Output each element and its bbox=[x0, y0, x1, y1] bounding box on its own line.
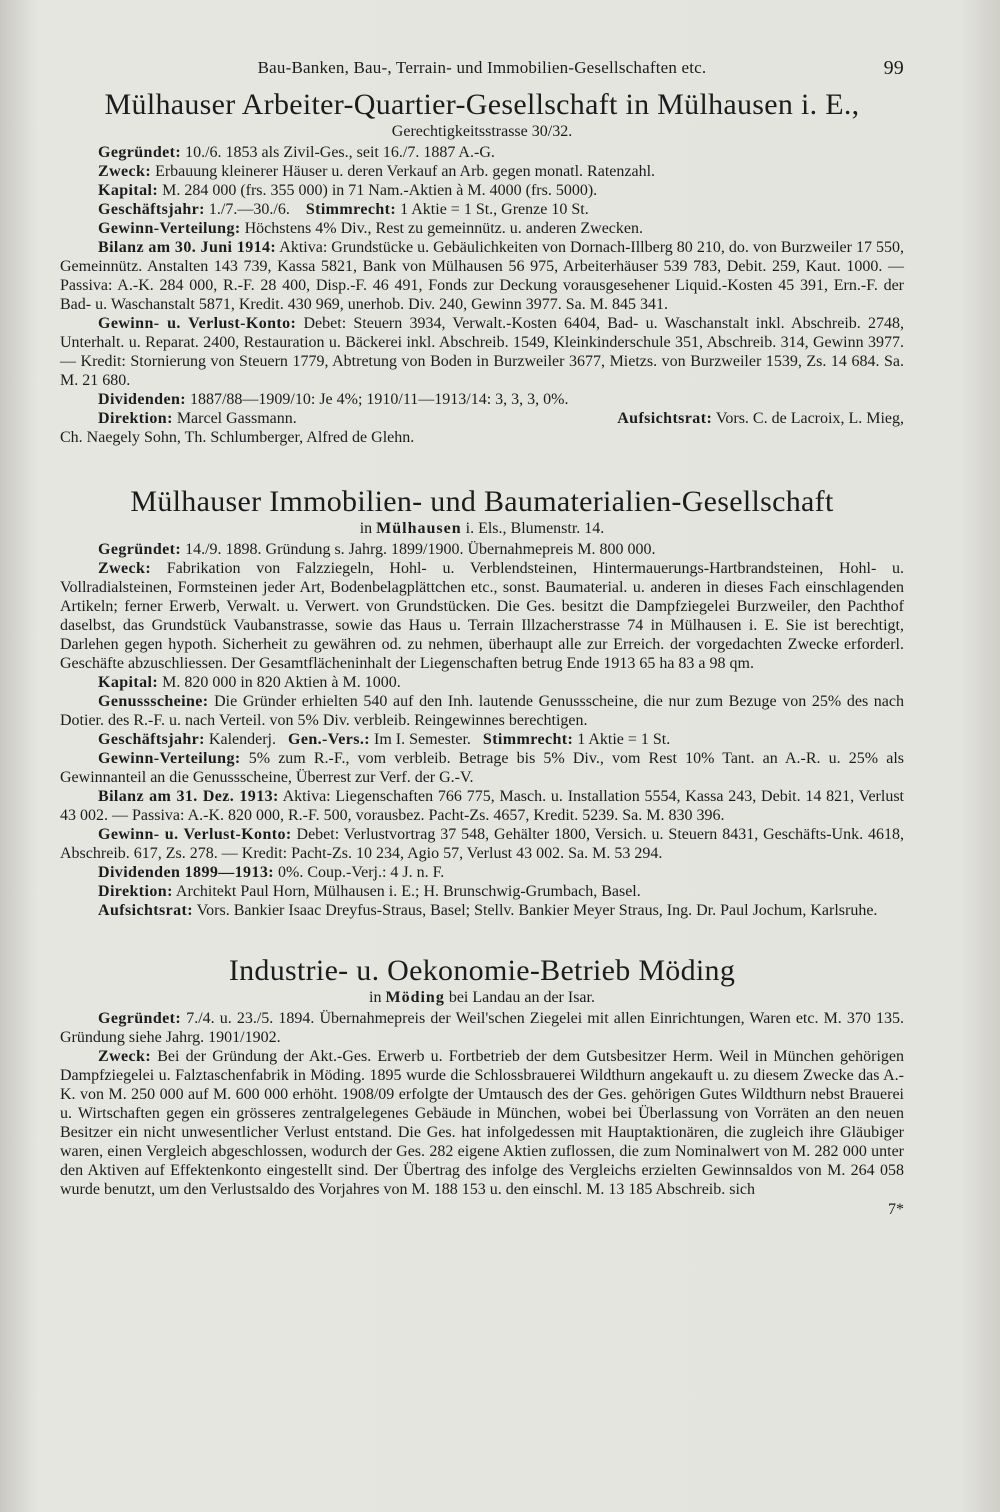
c1-zweck bbox=[60, 162, 904, 181]
place-name: Möding bbox=[385, 989, 445, 1006]
label: Direktion: bbox=[98, 883, 173, 900]
label: Genussscheine: bbox=[98, 693, 209, 710]
company-3-body bbox=[60, 1009, 904, 1199]
label: Dividenden 1899—1913: bbox=[98, 864, 274, 881]
c2-zweck bbox=[60, 559, 904, 673]
label: Gewinn-Verteilung: bbox=[98, 220, 241, 237]
company-3-location bbox=[60, 988, 904, 1007]
place-name: Mülhausen bbox=[376, 520, 462, 537]
label: Bilanz am 30. Juni 1914: bbox=[98, 239, 277, 256]
label: Gen.-Vers.: bbox=[288, 731, 371, 748]
company-2-location bbox=[60, 519, 904, 538]
company-2-title: Mülhauser Immobilien- und Baumaterialien-Gesellschaft bbox=[130, 485, 834, 518]
company-entry-1 bbox=[60, 88, 904, 447]
text: 1 Aktie = 1 St. bbox=[573, 731, 671, 748]
text: M. 820 000 in 820 Aktien à M. 1000. bbox=[158, 674, 401, 691]
text: in bbox=[359, 520, 377, 537]
label: Bilanz am 31. Dez. 1913: bbox=[98, 788, 279, 805]
label: Stimmrecht: bbox=[305, 201, 397, 218]
company-1-title: Mülhauser Arbeiter-Quartier-Gesellschaft in Mülhausen i. E., bbox=[104, 88, 860, 121]
text: in bbox=[369, 989, 386, 1006]
text: i. Els., Blumenstr. 14. bbox=[461, 520, 605, 537]
label: Aufsichtsrat: bbox=[98, 902, 193, 919]
label: Zweck: bbox=[98, 163, 152, 180]
text: Kalenderj. bbox=[204, 731, 276, 748]
text: 5% zum R.-F., vom verbleib. Betrage bis 5% Div., vom Rest 10% Tant. an A.-R. u. 25% als Gewinnanteil an die Genussscheine, Überrest zur Verf. der G.-V. bbox=[60, 750, 904, 786]
c1-gewinn-verteilung bbox=[60, 219, 904, 238]
text: Marcel Gassmann. bbox=[172, 410, 297, 427]
text: 1 Aktie = 1 St., Grenze 10 St. bbox=[396, 201, 589, 218]
label: Aufsichtsrat: bbox=[617, 410, 713, 427]
text: Erbauung kleinerer Häuser u. deren Verkauf an Arb. gegen monatl. Ratenzahl. bbox=[151, 163, 656, 180]
c2-geschaeftsjahr bbox=[60, 730, 904, 749]
label: Gewinn- u. Verlust-Konto: bbox=[98, 826, 292, 843]
text: M. 284 000 (frs. 355 000) in 71 Nam.-Aktien à M. 4000 (frs. 5000). bbox=[158, 182, 598, 199]
company-entry-2 bbox=[60, 485, 904, 920]
label: Geschäftsjahr: bbox=[98, 201, 205, 218]
label: Geschäftsjahr: bbox=[98, 731, 205, 748]
c2-gewinn-verteilung bbox=[60, 749, 904, 787]
c1-gewinn-verlust bbox=[60, 314, 904, 390]
c2-dividenden bbox=[60, 863, 904, 882]
c1-bilanz bbox=[60, 238, 904, 314]
running-head-title: Bau-Banken, Bau-, Terrain- und Immobilien-Gesellschaften etc. bbox=[257, 58, 707, 77]
page-number: 99 bbox=[883, 57, 904, 79]
c2-kapital bbox=[60, 673, 904, 692]
c2-direktion bbox=[60, 882, 904, 901]
text: Vors. C. de Lacroix, L. Mieg, bbox=[712, 410, 904, 427]
text: Fabrikation von Falzziegeln, Hohl- u. Verblendsteinen, Hintermauerungs-Hartbrandsteinen, Hohl- u. Vollradialsteinen, Formsteinen jeder Art, Bodenbelagplättchen etc., sonst. Baumaterial. u. anderen in dieses Fach einschlagenden Artikeln; ferner Erwerb, Verwalt. u. Verwert. von Grundstücken. Die Ges. besitzt die Dampfziegelei Burzweiler, den Pachthof daselbst, das Grundstück Vaubanstrasse, sowie das Haus u. Terrain Illzacherstrasse 74 in Mülhausen i. E. Sie ist berechtigt, Darlehen gegen hypoth. Sicherheit zu gewähren od. zu nehmen, überhaupt alle zur Erreich. der vorgedachten Zwecke erforderl. Geschäfte abzuschliessen. Der Gesamtflächeninhalt der Liegenschaften betrug Ende 1913 65 ha 83 a 98 qm. bbox=[60, 560, 904, 672]
company-1-address: Gerechtigkeitsstrasse 30/32. bbox=[391, 123, 573, 140]
label: Kapital: bbox=[98, 182, 159, 199]
company-2-body bbox=[60, 540, 904, 920]
text: Debet: Steuern 3934, Verwalt.-Kosten 6404, Bad- u. Waschanstalt inkl. Abschreib. 2748, Unterhalt. u. Reparat. 2400, Restauration u. Bäckerei inkl. Abschreib. 1549, Kleinkinderschule 351, Abschreib. 314, Gewinn 3977. — Kredit: Stornierung von Steuern 1779, Abtretung von Boden in Burzweiler 3677, Mietzs. von Burzweiler 1539, Zs. 14 684. Sa. M. 21 680. bbox=[60, 315, 905, 389]
c2-gewinn-verlust bbox=[60, 825, 904, 863]
c1-direktion-row bbox=[60, 409, 904, 428]
c2-gegruendet bbox=[60, 540, 904, 559]
text: Höchstens 4% Div., Rest zu gemeinnütz. u. anderen Zwecken. bbox=[240, 220, 644, 237]
label: Kapital: bbox=[98, 674, 159, 691]
text: Architekt Paul Horn, Mülhausen i. E.; H. Brunschwig-Grumbach, Basel. bbox=[172, 883, 641, 900]
c1-kapital bbox=[60, 181, 904, 200]
label: Gegründet: bbox=[98, 144, 182, 161]
c1-geschaeftsjahr bbox=[60, 200, 904, 219]
c1-dividenden bbox=[60, 390, 904, 409]
text: Debet: Verlustvortrag 37 548, Gehälter 1800, Versich. u. Steuern 8431, Geschäfts-Unk. 4618, Abschreib. 617, Zs. 278. — Kredit: Pacht-Zs. 10 234, Agio 57, Verlust 43 002. Sa. M. 53 294. bbox=[60, 826, 904, 862]
text: Die Gründer erhielten 540 auf den Inh. lautende Genussscheine, die nur zum Bezuge von 25% des nach Dotier. des R.-F. u. nach Verteil. von 5% Div. verbleib. Reingewinnes berechtigen. bbox=[60, 693, 904, 729]
label: Direktion: bbox=[98, 410, 173, 427]
c1-aufsichtsrat-cont: Ch. Naegely Sohn, Th. Schlumberger, Alfred de Glehn. bbox=[60, 429, 415, 446]
text: Aktiva: Grundstücke u. Gebäulichkeiten von Dornach-Illberg 80 210, do. von Burzweiler 17 550, Gemeinnütz. Anstalten 143 739, Kassa 5821, Bank von Mülhausen 56 975, Arbeiterhäuser 539 783, Debit. 259, Kaut. 1000. — Passiva: A.-K. 284 000, R.-F. 28 400, Disp.-F. 46 491, Fonds zur Deckung vorausgesehener Liquid.-Kosten 45 391, Ern.-F. der Bad- u. Waschanstalt 5871, Kredit. 430 969, unerhob. Div. 240, Gewinn 3977. Sa. M. 845 341. bbox=[60, 239, 905, 313]
company-entry-3 bbox=[60, 954, 904, 1219]
c1-aufsichtsrat bbox=[617, 409, 904, 428]
text: Vors. Bankier Isaac Dreyfus-Straus, Basel; Stellv. Bankier Meyer Straus, Ing. Dr. Paul Jochum, Karlsruhe. bbox=[192, 902, 878, 919]
label: Zweck: bbox=[98, 560, 152, 577]
c2-genussscheine bbox=[60, 692, 904, 730]
c3-gegruendet bbox=[60, 1009, 904, 1047]
text: 7./4. u. 23./5. 1894. Übernahmepreis der Weil'schen Ziegelei mit allen Einrichtungen, Waren etc. M. 370 135. Gründung siehe Jahrg. 1901/1902. bbox=[60, 1010, 904, 1046]
text: Aktiva: Liegenschaften 766 775, Masch. u. Installation 5554, Kassa 243, Debit. 14 821, Verlust 43 002. — Passiva: A.-K. 820 000, R.-F. 500, vorausbez. Pacht-Zs. 4657, Kredit. 5239. Sa. M. 830 396. bbox=[60, 788, 904, 824]
text: Bei der Gründung der Akt.-Ges. Erwerb u. Fortbetrieb der dem Gutsbesitzer Herm. Weil in München gehörigen Dampfziegelei u. Falztaschenfabrik in Möding. 1895 wurde die Schlossbrauerei Wildthurn angekauft u. zu diesem Zwecke das A.-K. von M. 250 000 auf M. 600 000 erhöht. 1908/09 erfolgte der Umtausch des der Ges. gehörigen Gutes Wildthurn nebst Brauerei u. Wirtschaften gegen ein grösseres zentralgelegenes Gebäude in München, wobei bei Überlassung von Vorräten an den neuen Besitzer ein nicht unwesentlicher Verlust entstand. Die Ges. hat infolgedessen mit Hauptaktionären, die zugleich ihre Gläubiger waren, einen Vergleich abgeschlossen, wodurch der Ges. 282 eigene Aktien zuflossen, die zum Nominalwert von M. 282 000 unter den Aktiven auf Effektenkonto eingestellt sind. Der Übertrag des infolge des Vergleichs erzielten Gewinnsaldos von M. 264 058 wurde benutzt, um den Verlustsaldo des Vorjahres von M. 188 153 u. den einschl. M. 13 185 Abschreib. sich bbox=[60, 1048, 904, 1198]
c1-gegruendet bbox=[60, 143, 904, 162]
running-head bbox=[60, 48, 904, 88]
text: 0%. Coup.-Verj.: 4 J. n. F. bbox=[273, 864, 445, 881]
text: 10./6. 1853 als Zivil-Ges., seit 16./7. 1887 A.-G. bbox=[181, 144, 495, 161]
c3-zweck bbox=[60, 1047, 904, 1199]
signature-mark: 7* bbox=[888, 1201, 904, 1218]
label: Stimmrecht: bbox=[482, 731, 574, 748]
label: Gegründet: bbox=[98, 541, 182, 558]
text: bei Landau an der Isar. bbox=[444, 989, 595, 1006]
company-3-title: Industrie- u. Oekonomie-Betrieb Möding bbox=[228, 954, 736, 987]
text: 1./7.—30./6. bbox=[204, 201, 290, 218]
text: 14./9. 1898. Gründung s. Jahrg. 1899/1900. Übernahmepreis M. 800 000. bbox=[181, 541, 656, 558]
text: Im I. Semester. bbox=[370, 731, 471, 748]
label: Gegründet: bbox=[98, 1010, 182, 1027]
label: Gewinn- u. Verlust-Konto: bbox=[98, 315, 297, 332]
c1-direktion bbox=[98, 409, 297, 428]
label: Zweck: bbox=[98, 1048, 152, 1065]
c2-aufsichtsrat bbox=[60, 901, 904, 920]
label: Gewinn-Verteilung: bbox=[98, 750, 241, 767]
spacer bbox=[60, 920, 904, 954]
company-1-body bbox=[60, 143, 904, 447]
spacer bbox=[60, 447, 904, 485]
c2-bilanz bbox=[60, 787, 904, 825]
label: Dividenden: bbox=[98, 391, 186, 408]
text: 1887/88—1909/10: Je 4%; 1910/11—1913/14: 3, 3, 3, 0%. bbox=[185, 391, 569, 408]
